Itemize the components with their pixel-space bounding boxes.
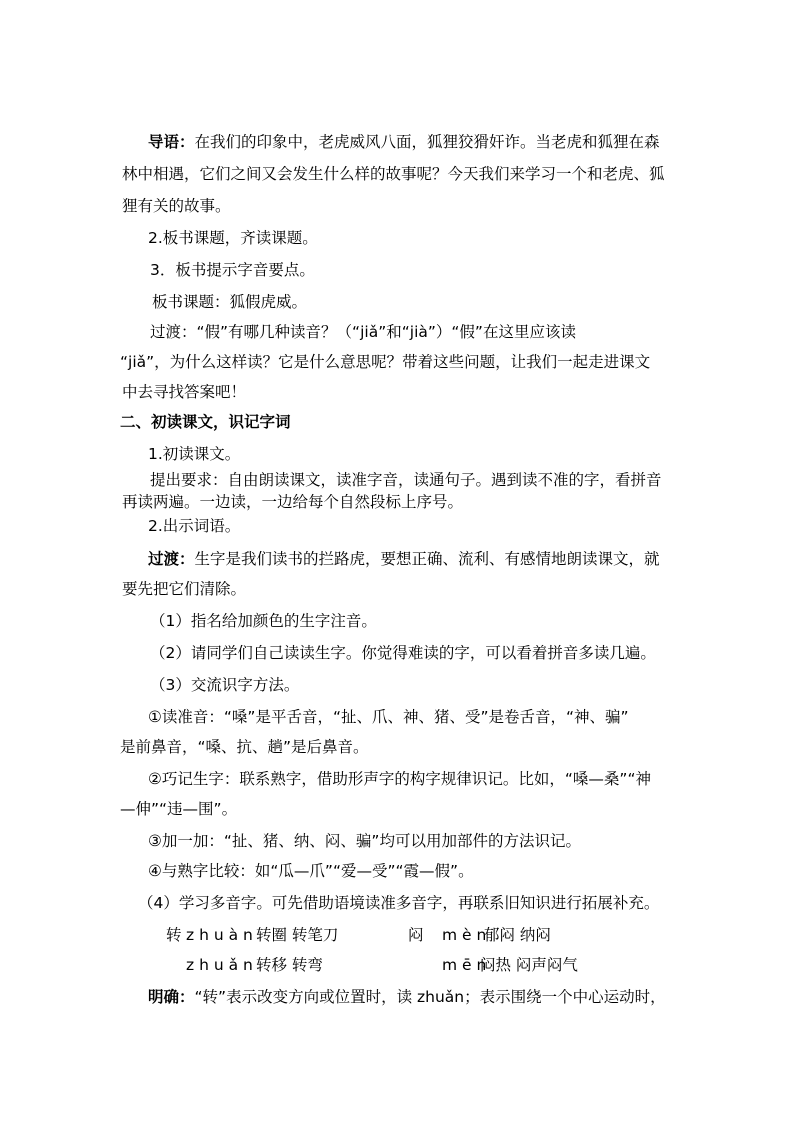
sub-item-2: （2）请同学们自己读读生字。你觉得难读的字，可以看着拼音多读几遍。 [150,644,656,662]
section-step-1: 1.初读课文。 [148,445,241,463]
section-step-2: 2.出示词语。 [148,517,241,535]
transition-line-3: 中去寻找答案吧！ [122,383,247,401]
method-4: ④与熟字比较：如“瓜—爪”“爱—受”“霞—假”。 [148,862,474,880]
zhuan-words-2: 转移 转弯 [256,956,323,974]
transition-line-1: 过渡：“假”有哪几种读音？（“jiǎ”和“jià”）“假”在这里应该读 [150,323,576,341]
intro-line-1 [148,132,660,152]
section-heading: 二、初读课文，识记字词 [120,413,291,431]
men-char: 闷 [408,926,424,944]
clarify-line [148,987,666,1007]
zhuan-words-1: 转圈 转笔刀 [256,926,339,944]
transition2-line-1 [148,549,660,569]
men-words-2: 闷热 闷声闷气 [480,956,578,974]
method-2-line-1: ②巧记生字：联系熟字，借助形声字的构字规律识记。比如，“嗓—桑”“神 [148,770,651,788]
requirement-line-1: 提出要求：自由朗读课文，读准字音，读通句子。遇到读不准的字，看拼音 [150,471,662,489]
transition2-line-2: 要先把它们清除。 [122,580,247,598]
sub-item-4: （4）学习多音字。可先借助语境读准多音字，再联系旧知识进行拓展补充。 [138,894,660,912]
intro-line-3: 狸有关的故事。 [122,197,231,215]
transition-line-2: “jiǎ”，为什么这样读？它是什么意思呢？带着这些问题，让我们一起走进课文 [120,353,651,371]
requirement-line-2: 再读两遍。一边读，一边给每个自然段标上序号。 [122,493,464,511]
zhuan-char: 转 [166,926,182,944]
transition2-label: 过渡： [148,550,195,568]
intro-text-1: 在我们的印象中，老虎威风八面，狐狸狡猾奸诈。当老虎和狐狸在森 [194,133,660,151]
zhuan-pinyin-2: z h u ǎ n [186,956,253,974]
method-3: ③加一加：“扯、猪、纳、闷、骗”均可以用加部件的方法识记。 [148,832,581,850]
method-1-line-1: ①读准音：“嗓”是平舌音，“扯、爪、神、猪、受”是卷舌音，“神、骗” [148,708,629,726]
topic-line: 板书课题：狐假虎威。 [152,293,308,311]
men-pinyin-1: m è n [442,926,487,944]
intro-label: 导语： [148,133,195,151]
men-words-1: 郁闷 纳闷 [484,926,551,944]
method-1-line-2: 是前鼻音，“嗓、抗、趟”是后鼻音。 [120,738,369,756]
intro-line-2: 林中相遇，它们之间又会发生什么样的故事呢？今天我们来学习一个和老虎、狐 [122,165,665,183]
step-2: 2.板书课题，齐读课题。 [148,229,318,247]
step-3: 3．板书提示字音要点。 [150,261,315,279]
transition2-text-1: 生字是我们读书的拦路虎，要想正确、流利、有感情地朗读课文，就 [194,550,660,568]
sub-item-1: （1）指名给加颜色的生字注音。 [150,612,377,630]
method-2-line-2: —伸”“违—围”。 [120,800,238,818]
men-pinyin-2: m ē n [442,956,487,974]
zhuan-pinyin-1: z h u à n [186,926,253,944]
sub-item-3: （3）交流识字方法。 [150,676,300,694]
clarify-label: 明确： [148,988,195,1006]
clarify-text: “转”表示改变方向或位置时，读 zhuǎn；表示围绕一个中心运动时， [194,988,666,1006]
